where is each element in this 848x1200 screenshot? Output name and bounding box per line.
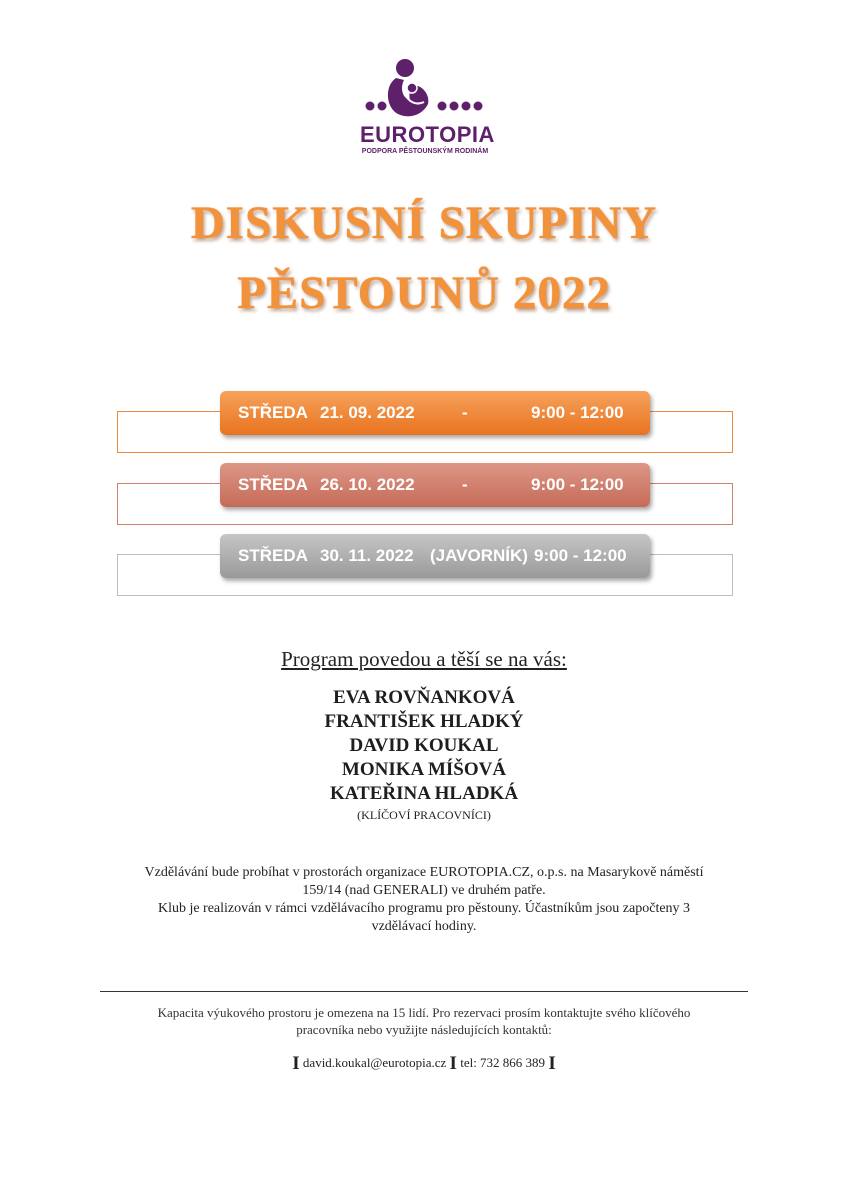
separator: I xyxy=(548,1053,556,1074)
info-line: vzdělávací hodiny. xyxy=(371,919,477,934)
eurotopia-logo xyxy=(360,58,495,158)
session-pill xyxy=(220,463,650,507)
venue-info xyxy=(100,864,748,936)
presenter-name: DAVID KOUKAL xyxy=(349,735,499,756)
title-line-2: PĚSTOUNŮ 2022 xyxy=(237,267,611,319)
foot-line: Kapacita výukového prostoru je omezena na 15 lidí. Pro rezervaci prosím kontaktujte svého klíčového xyxy=(157,1005,691,1020)
session-note: - xyxy=(462,475,468,494)
foot-line: pracovníka nebo využijte následujících kontaktů: xyxy=(296,1022,552,1037)
logo-tagline: PODPORA PĚSTOUNSKÝM RODINÁM xyxy=(361,148,489,155)
contact-email[interactable]: david.koukal@eurotopia.cz xyxy=(302,1055,447,1070)
session-date: 21. 09. 2022 xyxy=(320,403,415,422)
contact-phone: tel: 732 866 389 xyxy=(460,1055,546,1070)
separator: I xyxy=(449,1053,457,1074)
presenter-name: MONIKA MÍŠOVÁ xyxy=(341,759,507,780)
session-day: STŘEDA xyxy=(238,475,308,494)
session-pill xyxy=(220,534,650,578)
session-time: 9:00 - 12:00 xyxy=(531,403,624,422)
session-day: STŘEDA xyxy=(238,403,308,422)
program-lead: Program povedou a těší se na vás: xyxy=(281,647,567,671)
contact-line xyxy=(0,1053,848,1075)
session-day: STŘEDA xyxy=(238,546,308,565)
session-note: (JAVORNÍK) xyxy=(430,546,528,565)
presenter-name: KATEŘINA HLADKÁ xyxy=(329,783,519,804)
info-line: Klub je realizován v rámci vzdělávacího programu pro pěstouny. Účastníkům jsou započteny 3 xyxy=(157,901,691,916)
mother-child-logo-icon xyxy=(360,58,490,120)
session-date: 30. 11. 2022 xyxy=(320,546,414,565)
capacity-note xyxy=(100,1004,748,1038)
session-pill xyxy=(220,391,650,435)
session-time: 9:00 - 12:00 xyxy=(534,546,627,565)
presenter-list xyxy=(0,686,848,824)
page-title xyxy=(0,188,848,328)
logo-name: EUROTOPIA xyxy=(360,122,495,147)
presenter-role: (KLÍČOVÍ PRACOVNÍCI) xyxy=(357,808,491,822)
title-line-1: DISKUSNÍ SKUPINY xyxy=(190,197,658,249)
info-line: 159/14 (nad GENERALI) ve druhém patře. xyxy=(302,883,546,898)
presenter-name: FRANTIŠEK HLADKÝ xyxy=(324,711,524,732)
separator: I xyxy=(292,1053,300,1074)
session-date: 26. 10. 2022 xyxy=(320,475,415,494)
session-note: - xyxy=(462,403,468,422)
session-time: 9:00 - 12:00 xyxy=(531,475,624,494)
divider xyxy=(100,991,748,992)
info-line: Vzdělávání bude probíhat v prostorách organizace EUROTOPIA.CZ, o.p.s. na Masarykově náměstí xyxy=(144,865,704,880)
presenter-name: EVA ROVŇANKOVÁ xyxy=(333,687,515,708)
